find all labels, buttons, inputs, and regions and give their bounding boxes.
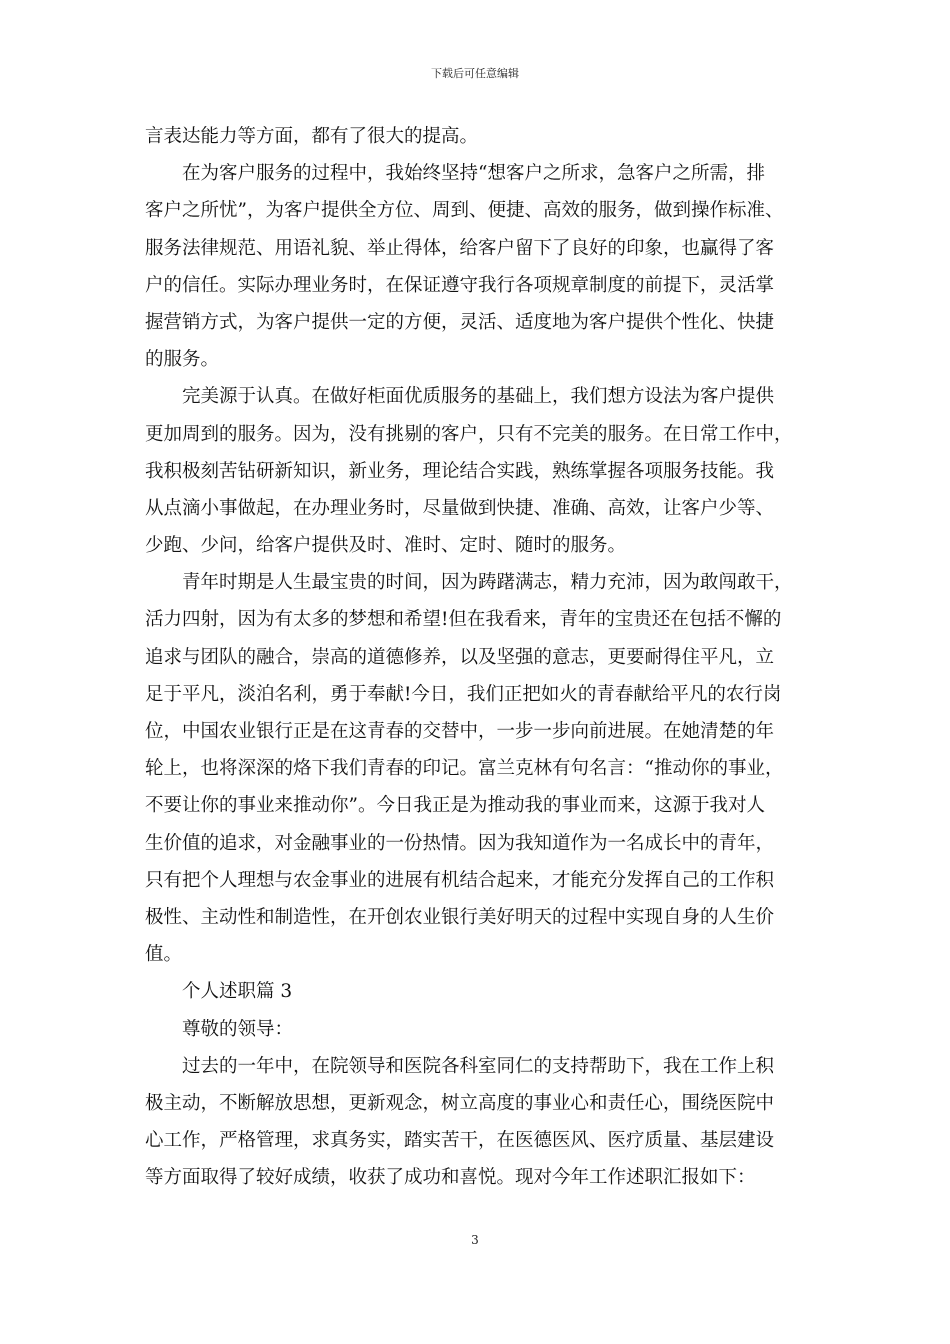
text-line: 心工作，严格管理，求真务实，踏实苦干，在医德医风、医疗质量、基层建设 — [145, 1130, 775, 1152]
text-line: 更加周到的服务。因为，没有挑剔的客户，只有不完美的服务。在日常工作中， — [145, 423, 793, 445]
text-line: 等方面取得了较好成绩，收获了成功和喜悦。现对今年工作述职汇报如下： — [145, 1167, 756, 1189]
text-line: 从点滴小事做起，在办理业务时，尽量做到快捷、准确、高效，让客户少等、 — [145, 497, 775, 519]
page-number: 3 — [471, 1233, 479, 1247]
paragraph-start-line: 青年时期是人生最宝贵的时间，因为踌躇满志，精力充沛，因为敢闯敢干， — [182, 572, 793, 594]
text-line: 极性、主动性和制造性，在开创农业银行美好明天的过程中实现自身的人生价 — [145, 906, 775, 928]
text-line: 的服务。 — [145, 349, 220, 371]
text-line: 户的信任。实际办理业务时，在保证遵守我行各项规章制度的前提下，灵活掌 — [145, 274, 775, 296]
text-line: 握营销方式，为客户提供一定的方便，灵活、适度地为客户提供个性化、快捷 — [145, 311, 775, 333]
text-line: 追求与团队的融合，崇高的道德修养，以及坚强的意志，更要耐得住平凡，立 — [145, 646, 775, 668]
text-line: 言表达能力等方面，都有了很大的提高。 — [145, 126, 479, 147]
text-line: 轮上，也将深深的烙下我们青春的印记。富兰克林有句名言：“推动你的事业， — [145, 758, 784, 780]
text-line: 值。 — [145, 944, 183, 966]
text-line: 少跑、少问，给客户提供及时、准时、定时、随时的服务。 — [145, 535, 627, 557]
paragraph-start-line: 过去的一年中，在院领导和医院各科室同仁的支持帮助下，我在工作上积 — [182, 1055, 775, 1077]
document-body — [145, 118, 810, 1196]
page-header: 下载后可任意编辑 — [431, 67, 519, 80]
text-line: 生价值的追求，对金融事业的一份热情。因为我知道作为一名成长中的青年， — [145, 832, 775, 854]
text-line: 不要让你的事业来推动你”。今日我正是为推动我的事业而来，这源于我对人 — [145, 795, 765, 817]
text-line: 极主动，不断解放思想，更新观念，树立高度的事业心和责任心，围绕医院中 — [145, 1092, 775, 1114]
text-line: 只有把个人理想与农金事业的进展有机结合起来，才能充分发挥自己的工作积 — [145, 869, 775, 891]
text-line: 客户之所忧”，为客户提供全方位、周到、便捷、高效的服务，做到操作标准、 — [145, 200, 784, 222]
text-line: 我积极刻苦钻研新知识，新业务，理论结合实践，熟练掌握各项服务技能。我 — [145, 460, 775, 482]
section-heading: 个人述职篇 3 — [182, 981, 293, 1003]
text-line: 服务法律规范、用语礼貌、举止得体，给客户留下了良好的印象，也赢得了客 — [145, 237, 775, 259]
text-line: 足于平凡，淡泊名利，勇于奉献!今日，我们正把如火的青春献给平凡的农行岗 — [145, 683, 782, 705]
text-line: 位，中国农业银行正是在这青春的交替中，一步一步向前进展。在她清楚的年 — [145, 721, 775, 742]
paragraph-start-line: 在为客户服务的过程中，我始终坚持“想客户之所求，急客户之所需，排 — [182, 163, 765, 185]
paragraph-start-line: 完美源于认真。在做好柜面优质服务的基础上，我们想方设法为客户提供 — [182, 386, 775, 408]
salutation: 尊敬的领导： — [182, 1018, 294, 1040]
text-line: 活力四射，因为有太多的梦想和希望!但在我看来，青年的宝贵还在包括不懈的 — [145, 609, 782, 631]
